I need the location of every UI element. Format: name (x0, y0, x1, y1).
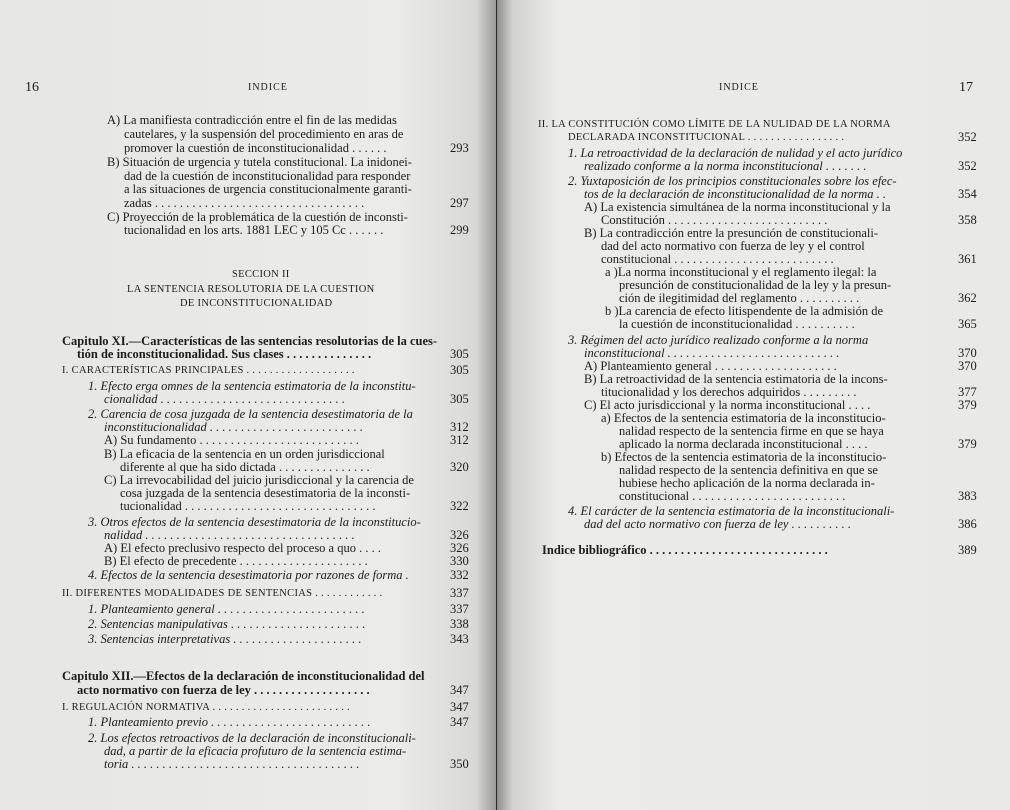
toc-page-number: 358 (958, 213, 977, 227)
toc-page-number: 347 (450, 700, 469, 714)
toc-line: a )La norma inconstitucional y el reglamento ilegal: la (605, 265, 877, 279)
toc-line: a las situaciones de urgencia constitucionalmente garanti- (124, 182, 412, 196)
toc-line: nalidad respecto de la sentencia definitiva en que se (619, 463, 878, 477)
toc-page-number: 361 (958, 252, 977, 266)
toc-page-number: 293 (450, 141, 469, 155)
toc-page-number: 347 (450, 683, 469, 697)
toc-line: b) Efectos de la sentencia estimatoria de la inconstitucio- (601, 450, 887, 464)
toc-line: tucionalidad en los arts. 1881 LEC y 105 Cc . . . . . . (124, 223, 384, 237)
toc-page-number: 389 (958, 543, 977, 557)
toc-line: 2. Yuxtaposición de los principios constitucionales sobre los efec- (568, 174, 897, 188)
toc-page-number: 377 (958, 385, 977, 399)
toc-line: a) Efectos de la sentencia estimatoria de la inconstitucio- (601, 411, 886, 425)
toc-line: presunción de constitucionalidad de la ley y la presun- (619, 278, 892, 292)
toc-page-number: 322 (450, 499, 469, 513)
toc-page-number: 305 (450, 392, 469, 406)
toc-page-number: 379 (958, 437, 977, 451)
page-number-right: 17 (959, 80, 973, 95)
toc-line: 3. Régimen del acto jurídico realizado conforme a la norma (568, 333, 869, 347)
right-page (497, 0, 1010, 810)
toc-line: A) Planteamiento general . . . . . . . . . . . . . . . . . . . . (584, 359, 837, 373)
toc-line: dad, a partir de la eficacia profuturo de la sentencia estima- (104, 744, 407, 758)
toc-line: 1. Planteamiento general . . . . . . . . . . . . . . . . . . . . . . . . (88, 602, 365, 616)
toc-line: realizado conforme a la norma inconstitucional . . . . . . . (584, 159, 867, 173)
toc-line: Constitución . . . . . . . . . . . . . . . . . . . . . . . . . . (601, 213, 828, 227)
toc-page-number: 305 (450, 363, 469, 377)
toc-line: A) Su fundamento . . . . . . . . . . . . . . . . . . . . . . . . . . (104, 433, 359, 447)
toc-line: la cuestión de inconstitucionalidad . . . . . . . . . . (619, 317, 855, 331)
toc-line: dad del acto normativo con fuerza de ley y el control (601, 239, 865, 253)
toc-line: inconstitucionalidad . . . . . . . . . . . . . . . . . . . . . . . . . (104, 420, 364, 434)
toc-line: b )La carencia de efecto litispendente de la admisión de (605, 304, 883, 318)
toc-line: titucionalidad y los derechos adquiridos . . . . . . . . . (601, 385, 857, 399)
toc-page-number: 370 (958, 359, 977, 373)
toc-page-number: 326 (450, 541, 469, 555)
toc-line: Capitulo XII.—Efectos de la declaración de inconstitucionalidad del (62, 669, 425, 683)
toc-line: I. CARACTERÍSTICAS PRINCIPALES . . . . . . . . . . . . . . . . . . . (62, 365, 355, 376)
toc-page-number: 337 (450, 602, 469, 616)
toc-line: tos de la declaración de inconstitucionalidad de la norma . . (584, 187, 887, 201)
toc-line: inconstitucional . . . . . . . . . . . . . . . . . . . . . . . . . . . . (584, 346, 840, 360)
toc-line: II. DIFERENTES MODALIDADES DE SENTENCIAS . . . . . . . . . . . . (62, 588, 383, 599)
toc-line: DE INCONSTITUCIONALIDAD (180, 298, 333, 309)
toc-line: acto normativo con fuerza de ley . . . . . . . . . . . . . . . . . . . (77, 683, 370, 697)
toc-line: tucionalidad . . . . . . . . . . . . . . . . . . . . . . . . . . . . . . . (120, 499, 376, 513)
toc-line: 1. Efecto erga omnes de la sentencia estimatoria de la inconstitu- (88, 379, 416, 393)
toc-page-number: 297 (450, 196, 469, 210)
toc-line: C) Proyección de la problemática de la cuestión de inconsti- (107, 210, 408, 224)
toc-line: 2. Sentencias manipulativas . . . . . . . . . . . . . . . . . . . . . . (88, 617, 366, 631)
toc-line: 3. Otros efectos de la sentencia desestimatoria de la inconstitucio- (88, 515, 421, 529)
toc-page-number: 330 (450, 554, 469, 568)
toc-line: tión de inconstitucionalidad. Sus clases . . . . . . . . . . . . . . (77, 347, 372, 361)
toc-line: 1. Planteamiento previo . . . . . . . . . . . . . . . . . . . . . . . . . . (88, 715, 371, 729)
toc-page-number: 337 (450, 586, 469, 600)
toc-line: 4. Efectos de la sentencia desestimatoria por razones de forma . (88, 568, 409, 582)
toc-line: SECCION II (232, 269, 290, 280)
toc-line: nalidad respecto de la sentencia firme en que se haya (619, 424, 884, 438)
toc-page-number: 338 (450, 617, 469, 631)
toc-line: constitucional . . . . . . . . . . . . . . . . . . . . . . . . . (619, 489, 846, 503)
running-head-left: INDICE (248, 82, 288, 93)
toc-page-number: 347 (450, 715, 469, 729)
toc-line: constitucional . . . . . . . . . . . . . . . . . . . . . . . . . . (601, 252, 834, 266)
toc-line: A) La existencia simultánea de la norma inconstitucional y la (584, 200, 891, 214)
toc-page-number: 370 (958, 346, 977, 360)
toc-line: cionalidad . . . . . . . . . . . . . . . . . . . . . . . . . . . . . . (104, 392, 345, 406)
toc-line: A) La manifiesta contradicción entre el fin de las medidas (107, 113, 397, 127)
toc-page-number: 379 (958, 398, 977, 412)
toc-page-number: 343 (450, 632, 469, 646)
toc-line: 2. Los efectos retroactivos de la declaración de inconstitucionali- (88, 731, 416, 745)
running-head-right: INDICE (719, 82, 759, 93)
toc-page-number: 362 (958, 291, 977, 305)
toc-line: Capitulo XI.—Características de las sentencias resolutorias de la cues- (62, 334, 438, 348)
page-number-left: 16 (25, 80, 39, 95)
toc-page-number: 326 (450, 528, 469, 542)
toc-page-number: 383 (958, 489, 977, 503)
toc-line: LA SENTENCIA RESOLUTORIA DE LA CUESTION (127, 284, 375, 295)
toc-line: diferente al que ha sido dictada . . . . . . . . . . . . . . . (120, 460, 370, 474)
toc-page-number: 365 (958, 317, 977, 331)
toc-page-number: 352 (958, 130, 977, 144)
toc-line: cautelares, y la suspensión del procedimiento en aras de (124, 127, 404, 141)
left-page (0, 0, 496, 810)
toc-page-number: 354 (958, 187, 977, 201)
toc-line: 2. Carencia de cosa juzgada de la sentencia desestimatoria de la (88, 407, 413, 421)
toc-line: I. REGULACIÓN NORMATIVA . . . . . . . . . . . . . . . . . . . . . . . . (62, 702, 350, 713)
toc-page-number: 386 (958, 517, 977, 531)
toc-line: 4. El carácter de la sentencia estimatoria de la inconstitucionali- (568, 504, 895, 518)
toc-line: nalidad . . . . . . . . . . . . . . . . . . . . . . . . . . . . . . . . . . (104, 528, 355, 542)
toc-line: B) La eficacia de la sentencia en un orden jurisdiccional (104, 447, 385, 461)
toc-line: ción de ilegitimidad del reglamento . . . . . . . . . . (619, 291, 860, 305)
toc-line: hubiese hecho aplicación de la norma declarada in- (619, 476, 875, 490)
toc-line: B) Situación de urgencia y tutela constitucional. La inidonei- (107, 155, 412, 169)
toc-line: dad del acto normativo con fuerza de ley . . . . . . . . . . (584, 517, 851, 531)
toc-page-number: 305 (450, 347, 469, 361)
toc-line: dad de la cuestión de inconstitucionalidad para responder (124, 169, 411, 183)
toc-line: 3. Sentencias interpretativas . . . . . . . . . . . . . . . . . . . . . (88, 632, 362, 646)
toc-line: aplicado la norma declarada inconstitucional . . . . (619, 437, 868, 451)
toc-line: C) La irrevocabilidad del juicio jurisdiccional y la carencia de (104, 473, 414, 487)
toc-line: B) La retroactividad de la sentencia estimatoria de la incons- (584, 372, 888, 386)
toc-line: II. LA CONSTITUCIÓN COMO LÍMITE DE LA NULIDAD DE LA NORMA (538, 119, 891, 130)
toc-line: Indice bibliográfico . . . . . . . . . . . . . . . . . . . . . . . . . . . . . (542, 543, 828, 557)
toc-line: cosa juzgada de la sentencia desestimatoria de la inconsti- (120, 486, 411, 500)
toc-line: 1. La retroactividad de la declaración de nulidad y el acto jurídico (568, 146, 903, 160)
toc-line: B) El efecto de precedente . . . . . . . . . . . . . . . . . . . . . (104, 554, 368, 568)
toc-page-number: 350 (450, 757, 469, 771)
toc-page-number: 299 (450, 223, 469, 237)
toc-page-number: 312 (450, 420, 469, 434)
toc-line: zadas . . . . . . . . . . . . . . . . . . . . . . . . . . . . . . . . . . (124, 196, 365, 210)
toc-line: C) El acto jurisdiccional y la norma inconstitucional . . . . (584, 398, 871, 412)
toc-page-number: 320 (450, 460, 469, 474)
toc-line: DECLARADA INCONSTITUCIONAL . . . . . . . . . . . . . . . . . (568, 132, 845, 143)
toc-line: B) La contradicción entre la presunción de constitucionali- (584, 226, 878, 240)
toc-line: toria . . . . . . . . . . . . . . . . . . . . . . . . . . . . . . . . . . . . . (104, 757, 360, 771)
toc-page-number: 312 (450, 433, 469, 447)
toc-line: A) El efecto preclusivo respecto del proceso a quo . . . . (104, 541, 381, 555)
toc-line: promover la cuestión de inconstitucionalidad . . . . . . (124, 141, 387, 155)
toc-page-number: 352 (958, 159, 977, 173)
toc-page-number: 332 (450, 568, 469, 582)
